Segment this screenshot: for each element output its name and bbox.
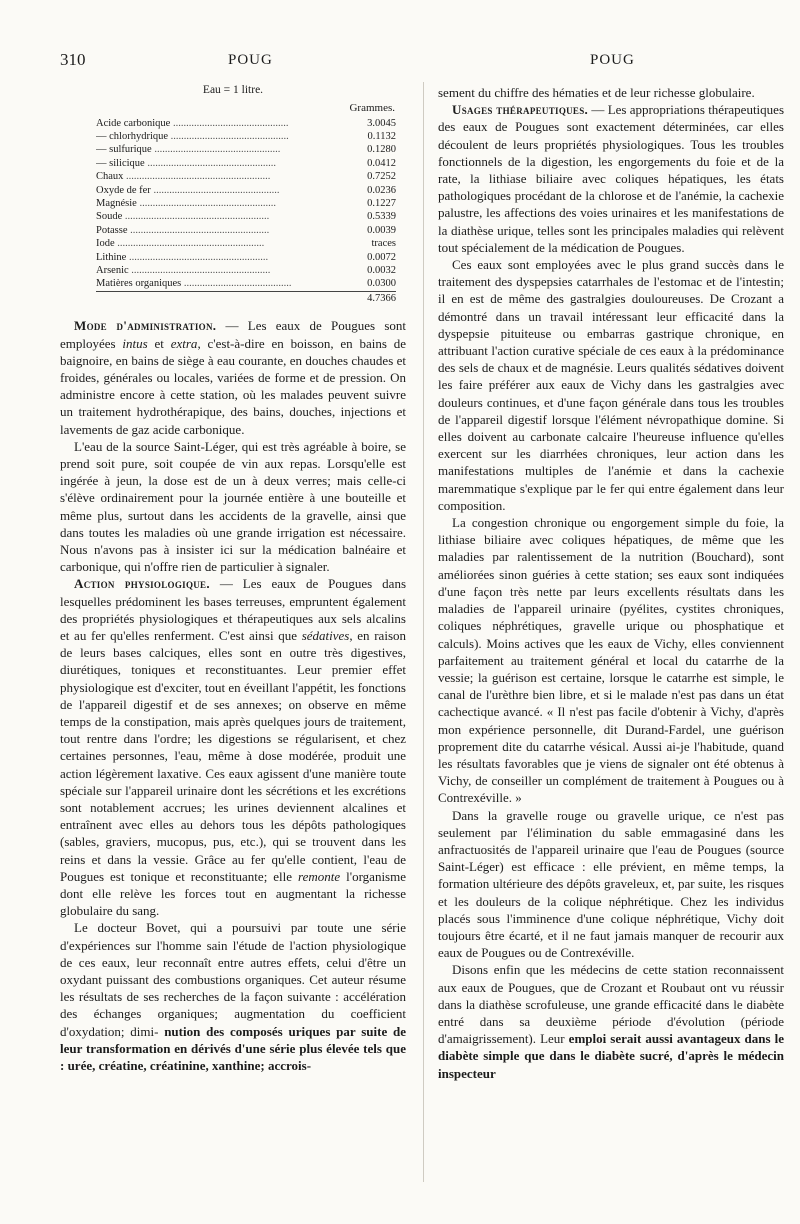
analysis-substance: Matières organiques ......................................... [96,278,292,290]
analysis-row [96,184,396,197]
analysis-value: 0.7252 [367,171,396,183]
paragraph-docteur-bovet [60,919,406,1074]
analysis-substance: Iode ........................................................ [96,238,265,250]
analysis-value: 0.1280 [367,144,396,156]
section-heading-mode-administration: Mode d'administration. [74,318,217,334]
analysis-row [96,157,396,170]
analysis-substance: Oxyde de fer ................................................ [96,184,280,196]
analysis-row [96,170,396,183]
text-run: — Les eaux de Pougues sont employées [60,318,407,351]
analysis-substance: Magnésie .................................................... [96,198,276,210]
text-run: — Les appropriations thérapeutiques des eaux de Pougues sont exactement déterminées, car elles découlent de leurs propriétés physiologiques. Tous les troubles fonctionnels de la digestion, les engorgements du foie et de la rate, la lithiase biliaire avec coliques hépatiques, les états pathologiques procédant de la chlorose et de l'anémie, la cachexie palustre, les affections des voies urinaires et les manifestations de la diathèse urique, telles sont les principales maladies qui relèvent tout spécialement de la médication de Pougues. [438,102,784,255]
paragraph-action-physiologique [60,575,406,919]
text-run: — Les eaux de Pougues dans lesquelles prédominent les bases terreuses, empruntent également des propriétés physiologiques et thérapeutiques aux sels alcalins et au fer qu'elles renferment. C'est ainsi que [60,576,406,643]
left-column [60,82,406,1074]
analysis-value: 0.1227 [367,198,396,210]
analysis-row [96,251,396,264]
text-italic: remonte [298,868,341,884]
right-column [438,84,784,1082]
leader-dots: ............................................ [170,117,289,129]
text-italic: sédatives [301,627,350,643]
analysis-value: 0.0039 [367,224,396,236]
analysis-total: 4.7366 [346,291,396,305]
analysis-value: traces [371,238,396,250]
leader-dots: ................................................. [144,157,276,169]
leader-dots: ....................................................... [122,211,270,223]
analysis-substance: Lithine ..................................................... [96,251,269,263]
paragraph-usages-therapeutiques [438,101,784,256]
leader-dots: ........................................................ [114,238,265,250]
text-run: , c'est-à-dire en boisson, en bains de baignoire, en bains de siège à eau courante, en douches chaudes et froides, générales ou locales, variées de forme et de pression. On administre encore à cette station, où les malades peuvent suivre un traitement hydrothérapique, des bains, douches, injections et lavements de gaz acide carbonique. [60,335,406,437]
analysis-value: 0.0236 [367,184,396,196]
analysis-substance: — sulfurique ................................................ [96,144,281,156]
section-heading-usages-therapeutiques: Usages thérapeutiques. [452,102,589,118]
analysis-value: 0.0032 [367,265,396,277]
leader-dots: ..................................................... [128,265,271,277]
leader-dots: .................................................... [136,198,276,210]
analysis-substance: Potasse ..................................................... [96,224,270,236]
leader-dots: ............................................. [168,131,289,143]
text-italic: intus [122,335,148,351]
analysis-row [96,277,396,291]
page-number: 310 [60,50,86,69]
text-run: l'organisme dont elle relève les forces tout en augmentant la richesse globulaire du sang. [60,868,407,919]
analysis-row [96,197,396,210]
leader-dots: ..................................................... [126,251,269,263]
analysis-table [96,101,396,305]
paragraph-diabete [438,961,784,1081]
analysis-row [96,210,396,223]
section-heading-action-physiologique: Action physiologique. [74,576,210,592]
text-run-bold: emploi serait aussi avantageux dans le diabète simple que dans le diabète sucré, d'après le médecin inspecteur [438,1031,784,1081]
leader-dots: ..................................................... [127,224,270,236]
analysis-substance: — chlorhydrique ............................................. [96,131,289,143]
analysis-value: 0.1132 [367,131,396,143]
paragraph-congestion: La congestion chronique ou engorgement simple du foie, la lithiase biliaire avec coliques hépatiques, de même que les maladies par ralentissement de la nutrition (Bouchard), sont améliorées sinon guéries à cette station; ses eaux sont indiquées d'une façon très nette par leurs excellents résultats dans les maladies de l'appareil urinaire (pyélites, cystites chroniques, coliques néphrétiques, gravelle urique ou phosphatique et calculs). Moins actives que les eaux de Vichy, elles conviennent parfaitement au traitement général et local du catarrhe de la vessie; la guérison est certaine, lorsque le catarrhe est simple, le canal de l'urèthre bien libre, et si le malade n'est pas dans un état cachectique avancé. « Il n'est pas facile d'obtenir à Vichy, d'après mon expérience personnelle, dit Durand-Fardel, une guérison proprement dite du catarrhe vésical. Aussi ai-je l'habitude, quand les résultats favorables que je viens de signaler ont été obtenus à Vichy, de conseiller un complément de traitement à Pougues ou à Contrexéville. » [438,515,784,806]
leader-dots: ................................................ [150,184,280,196]
paragraph-source-saint-leger: L'eau de la source Saint-Léger, qui est très agréable à boire, se prend soit pure, soit coupée de vin aux repas. Lorsqu'elle est ingérée à jeun, la dose est de un à deux verres; mais celle-ci s'élève ordinairement pour la journée entière à une bouteille et même plus, surtout dans les accidents de la gravelle, ainsi que dans toutes les maladies où une grande irrigation est nécessaire. Nous n'avons pas à insister ici sur la médication balnéaire et carbonique, qui n'offre rien de particulier à signaler. [60,438,406,575]
running-header-left: POUG [228,52,273,68]
leader-dots: ................................................ [151,144,281,156]
analysis-row [96,237,396,250]
analysis-substance: — silicique ................................................. [96,157,276,169]
text-run: et [147,335,171,351]
analysis-substance: Arsenic ..................................................... [96,265,271,277]
analysis-substance: Acide carbonique ............................................ [96,117,289,129]
analysis-row [96,130,396,143]
analysis-substance: Chaux ....................................................... [96,171,271,183]
text-run: , en raison de leurs bases calciques, elles sont en outre très digestives, diurétiques, toniques et reconstituantes. Leur premier effet physiologique est d'exciter, tout en éveillant l'appétit, les fonctions de l'appareil digestif et de ses annexes; on observe en même temps de la constipation, mais après quelques jours de traitement, tout rentre dans l'ordre; les digestions se régularisent, et chez certaines personnes, l'eau, même à dose modérée, produit une action légèrement laxative. Ces eaux agissent d'une manière toute spéciale sur l'appareil urinaire dont les sécrétions et les excrétions sont notablement accrues; les urines deviennent alcalines et entraînent avec elles au dehors tous les dépôts pathologiques (sables, graviers, mucopus, pus, etc.), qui se trouvent dans les reins et dans la vessie. Grâce au fer qu'elle contient, l'eau de Pougues est tonique et reconstituante; elle [60,627,406,884]
analysis-row [96,117,396,130]
leader-dots: ......................................... [181,278,292,290]
analysis-value: 0.0072 [367,251,396,263]
paragraph-mode-administration [60,317,406,437]
running-header-right: POUG [590,52,635,68]
column-divider [423,82,424,1182]
analysis-value: 0.0412 [367,157,396,169]
analysis-value: 3.0045 [367,117,396,129]
analysis-caption: Eau = 1 litre. [202,84,264,96]
text-run: Le docteur Bovet, qui a poursuivi par toute une série d'expériences sur l'homme sain l'étude de l'action physiologique de ces eaux, leur reconnaît entre autres effets, celui d'être un oxydant puissant des combustions organiques. Cet auteur résume les résultats de ses recherches de la façon suivante : accélération des échanges organiques; augmentation du coefficient d'oxydation; dimi- [60,920,406,1039]
analysis-row [96,143,396,156]
analysis-substance: Soude ....................................................... [96,211,270,223]
leader-dots: ....................................................... [123,171,271,183]
text-run: Disons enfin que les médecins de cette station reconnaissent aux eaux de Pougues, que de Crozant et Roubaut ont vu réussir dans la diathèse scrofuleuse, une grande efficacité dans le diabète entré dans sa deuxième période d'évolution (période d'amaigrissement). Leur [438,962,784,1047]
paragraph-gravelle: Dans la gravelle rouge ou gravelle urique, ce n'est pas seulement par l'élimination du sable emmagasiné dans les anfractuosités de l'appareil urinaire que l'eau de Pougues (source Saint-Léger) est efficace : elle prévient, en même temps, la formation ultérieure des dépôts graveleux, et, par suite, les risques et les douleurs de la colique néphrétique. Chez les individus placés sous l'imminence d'une colique néphrétique, Vichy doit toujours être écarté, et il ne faut jamais manquer de recourir aux eaux de Pougues ou de Contrexéville. [438,807,784,961]
text-italic: extra [170,335,198,351]
analysis-row [96,224,396,237]
analysis-value: 0.0300 [367,278,396,290]
analysis-value: 0.5339 [367,211,396,223]
analysis-row [96,264,396,277]
paragraph-dyspepsies: Ces eaux sont employées avec le plus grand succès dans le traitement des dyspepsies catarrhales de l'estomac et de l'intestin; il en est de même des gastralgies douloureuses. De Crozant a démontré dans un travail intéressant leur efficacité dans la dyspepsie pituiteuse ou embarras gastrique chronique, en attribuant l'action curative spéciale de ces eaux à la prédominance des sels de chaux et de magnésie. Leurs qualités sédatives doivent les faire préférer aux eaux de Vichy dans les gastralgies avec douleurs continues, et d'une façon générale dans tous les troubles de l'appareil digestif lorsque l'élément névropathique domine. Si elles doivent au carbonate calcaire l'heureuse influence qu'elles exercent sur les diarrhées chroniques, leur action dans les manifestations multiples de l'anémie et dans la cachexie maremmatique s'explique par le fer qui entre également dans leur composition. [438,257,784,513]
paragraph-continuation: sement du chiffre des hématies et de leur richesse globulaire. [438,85,755,100]
text-run-bold: nution des composés uriques par suite de leur transformation en dérivés d'une série plus élevée tels que : urée, créatine, créatinine, xanthine; accrois- [60,1023,406,1074]
unit-header: Grammes. [349,102,395,115]
